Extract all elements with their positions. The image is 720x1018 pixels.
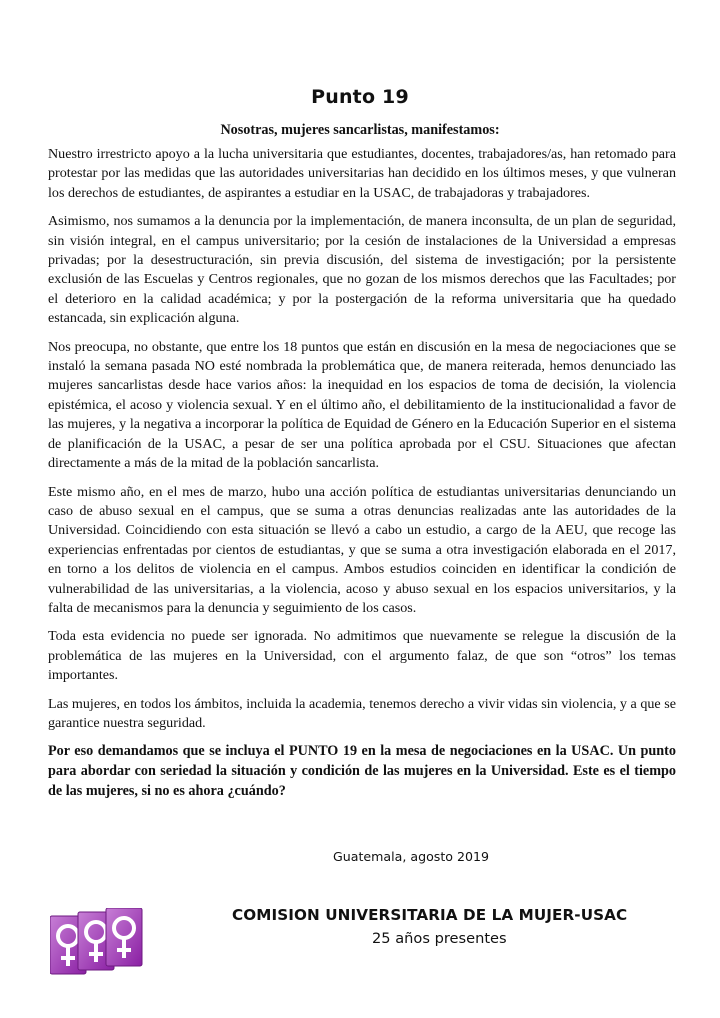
paragraph: Asimismo, nos sumamos a la denuncia por la implementación, de manera inconsulta, de un plan de seguridad, sin visión integral, en el campus universitario; por la cesión de instalaciones de la Universidad a empresas privadas; por la desestructuración, sin previa discusión, del sistema de investigación; por la persistente exclusión de las Escuelas y Centros regionales, que no gozan de los mismos derechos que las Facultades; por el deterioro en la calidad académica; y por la postergación de la reforma universitaria que ha quedado estancada, sin explicación alguna. <box>48 213 676 327</box>
organization-name: COMISION UNIVERSITARIA DE LA MUJER-USAC <box>232 906 628 924</box>
organization-tagline: 25 años presentes <box>372 930 507 947</box>
demand-paragraph: Por eso demandamos que se incluya el PUNTO 19 en la mesa de negociaciones en la USAC. Un punto para abordar con seriedad la situación y condición de las mujeres en la Universidad. Este es el tiempo de las mujeres, si no es ahora ¿cuándo? <box>48 743 676 799</box>
venus-symbols-logo-icon <box>50 908 150 978</box>
document-date: Guatemala, agosto 2019 <box>333 849 490 864</box>
paragraph: Nuestro irrestricto apoyo a la lucha universitaria que estudiantes, docentes, trabajadores/as, han retomado para protestar por las medidas que las autoridades universitarias han decidido en los últimos meses, y que vulneran los derechos de estudiantes, de aspirantes a estudiar en la USAC, de trabajadoras y trabajadores. <box>48 146 676 201</box>
document-body <box>48 145 676 810</box>
document-subtitle: Nosotras, mujeres sancarlistas, manifestamos: <box>220 122 500 138</box>
paragraph: Toda esta evidencia no puede ser ignorada. No admitimos que nuevamente se relegue la discusión de la problemática de las mujeres en la Universidad, con el argumento falaz, de que son “otros” los temas importantes. <box>48 628 676 684</box>
paragraph: Las mujeres, en todos los ámbitos, incluida la academia, tenemos derecho a vivir vidas sin violencia, y a que se garantice nuestra seguridad. <box>48 695 676 731</box>
document-title: Punto 19 <box>311 86 409 108</box>
paragraph: Este mismo año, en el mes de marzo, hubo una acción política de estudiantas universitarias denunciando un caso de abuso sexual en el campus, que se suma a otras denuncias realizadas ante las autoridades de la Universidad. Coincidiendo con esta situación se llevó a cabo un estudio, a cargo de la AEU, que recoge las experiencias enfrentadas por cientos de estudiantas, y que se suma a otra investigación elaborada en el 2017, en torno a los delitos de violencia en el campus. Ambos estudios coinciden en identificar la condición de vulnerabilidad de las universitarias, a la violencia, acoso y abuso sexual en los espacios universitarios, y la falta de mecanismos para la denuncia y seguimiento de los casos. <box>48 483 676 616</box>
paragraph: Nos preocupa, no obstante, que entre los 18 puntos que están en discusión en la mesa de negociaciones que se instaló la semana pasada NO esté nombrada la problemática que, de manera reiterada, hemos denunciado las mujeres sancarlistas desde hace varios años: la inequidad en los espacios de toma de decisión, la violencia epistémica, el acoso y violencia sexual. Y en el último año, el debilitamiento de la institucionalidad a favor de las mujeres, y la negativa a incorporar la política de Equidad de Género en la Educación Superior en el sistema de planificación de la USAC, a pesar de ser una política aprobada por el CSU. Situaciones que afectan directamente a más de la mitad de la población sancarlista. <box>48 338 676 472</box>
